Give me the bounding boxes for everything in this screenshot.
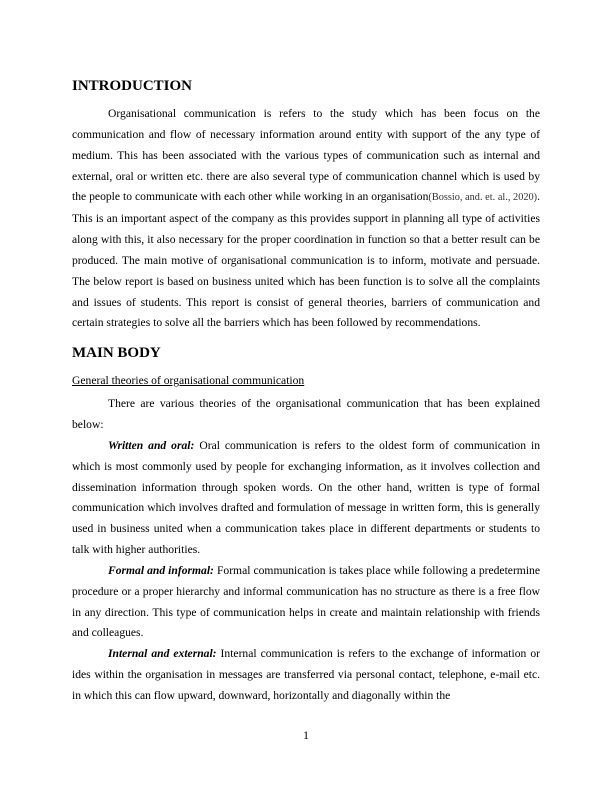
introduction-text-start: Organisational communication is refers to the study which has been focus on the communication and flow of necessary information around entity with support of the any type of medium. This has been associated with the various types of communication such as internal and external, oral or written etc. there are also several type of communication channel which is used by the people to communicate with each other while working in an organisation <box>72 107 540 204</box>
theories-subheading: General theories of organisational communication <box>72 374 305 388</box>
theories-intro-paragraph: There are various theories of the organisational communication that has been explained below: <box>72 397 540 431</box>
introduction-text-end: . This is an important aspect of the company as this provides support in planning all type of activities along with this, it also necessary for the proper coordination in function so that a better result can be produced. The main motive of organisational communication is to inform, motivate and persuade. The below report is based on business united which has been function is to solve all the complaints and issues of students. This report is consist of general theories, barriers of communication and certain strategies to solve all the barriers which has been followed by recommendations. <box>72 190 540 330</box>
theory-term: Written and oral: <box>108 438 195 452</box>
theory-text: Oral communication is refers to the oldest form of communication in which is most commonly used by people for exchanging information, as it involves collection and dissemination information through spoken words. On the other hand, written is type of formal communication which involves drafted and formulation of message in written form, this is generally used in business united when a communication takes place in different departments or students to talk with higher authorities. <box>72 438 540 557</box>
theory-paragraph-internal-external <box>72 644 540 707</box>
introduction-heading: INTRODUCTION <box>72 78 193 94</box>
theory-text: Formal communication is takes place while following a predetermine procedure or a proper hierarchy and informal communication has no structure as there is a free flow in any direction. This type of communication helps in create and maintain relationship with friends and colleagues. <box>72 563 540 640</box>
citation: (Bossio, and. et. al., 2020) <box>428 192 538 204</box>
page-number: 1 <box>303 728 309 742</box>
section-gap <box>72 334 540 341</box>
theory-paragraph-written-oral <box>72 436 540 561</box>
theory-paragraph-formal-informal <box>72 561 540 644</box>
introduction-paragraph <box>72 104 540 334</box>
theory-text: Internal communication is refers to the exchange of information or ides within the organisation in messages are transferred via personal contact, telephone, e-mail etc. in which this can flow upward, downward, horizontally and diagonally within the <box>72 647 540 702</box>
main-body-heading: MAIN BODY <box>72 345 161 362</box>
theory-term: Internal and external: <box>108 647 217 661</box>
theory-term: Formal and informal: <box>108 563 214 577</box>
page-content <box>72 74 540 707</box>
